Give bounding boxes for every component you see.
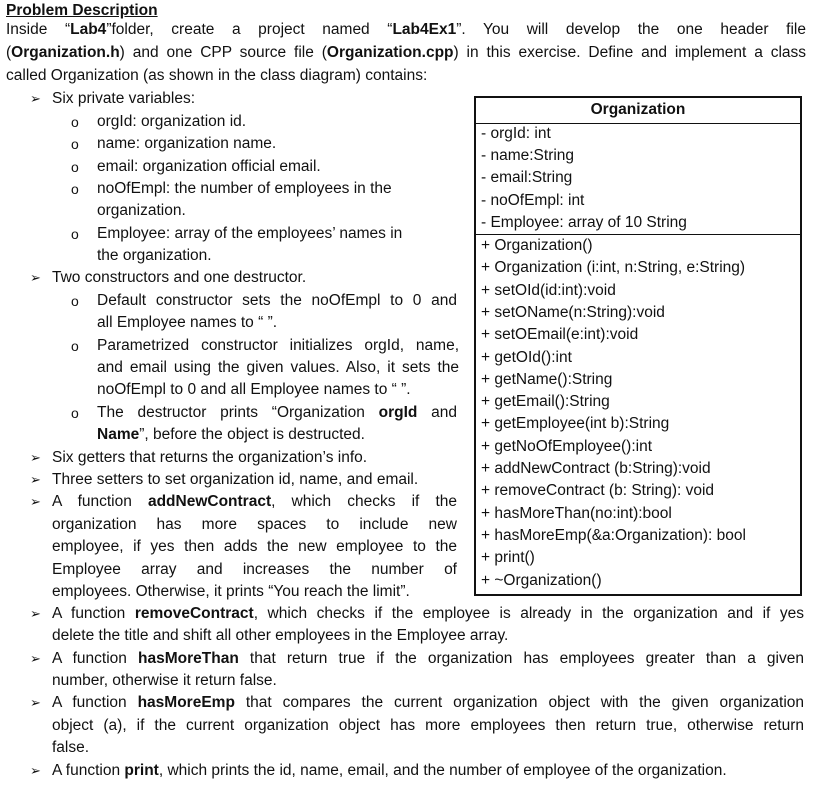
intro-line: called Organization (as shown in the class diagram) contains: bbox=[6, 67, 428, 84]
requirement-line: Parametrized constructor initializes orgId, name, bbox=[97, 337, 459, 354]
requirement-line: noOfEmpl to 0 and all Employee names to “ ”. bbox=[97, 381, 411, 398]
requirement-line: employees. Otherwise, it prints “You reach the limit”. bbox=[52, 583, 410, 600]
requirement-line: all Employee names to “ ”. bbox=[97, 314, 278, 331]
circle-bullet-icon: o bbox=[71, 405, 79, 421]
class-method: + hasMoreThan(no:int):bool bbox=[481, 504, 672, 522]
requirement-line: the organization. bbox=[97, 247, 212, 264]
requirement-line: Two constructors and one destructor. bbox=[52, 269, 307, 286]
requirement-line: A function addNewContract, which checks if the bbox=[52, 493, 457, 510]
problem-description-heading: Problem Description bbox=[6, 2, 158, 19]
arrow-bullet-icon: ➢ bbox=[30, 91, 41, 106]
requirement-line: email: organization official email. bbox=[97, 158, 321, 175]
function-requirement-line: A function print, which prints the id, name, email, and the number of employee of the organization. bbox=[52, 762, 727, 779]
requirement-line: Default constructor sets the noOfEmpl to 0 and bbox=[97, 292, 457, 309]
class-attribute: - email:String bbox=[481, 169, 573, 187]
class-name: Organization bbox=[590, 101, 686, 118]
circle-bullet-icon: o bbox=[71, 226, 79, 242]
class-method: + removeContract (b: String): void bbox=[481, 482, 715, 500]
circle-bullet-icon: o bbox=[71, 293, 79, 309]
class-method: + getOId():int bbox=[481, 348, 572, 366]
class-method: + addNewContract (b:String):void bbox=[481, 460, 711, 477]
class-attribute: - orgId: int bbox=[481, 125, 551, 142]
function-requirement-line: A function hasMoreThan that return true if the organization has employees greater than a given bbox=[52, 650, 804, 667]
class-method: + setOName(n:String):void bbox=[481, 303, 665, 321]
arrow-bullet-icon: ➢ bbox=[30, 651, 41, 666]
requirement-line: Six private variables: bbox=[52, 90, 196, 107]
requirement-line: The destructor prints “Organization orgId and bbox=[97, 404, 457, 421]
requirement-line: organization. bbox=[97, 202, 186, 219]
requirement-line: organization has more spaces to include new bbox=[52, 516, 457, 533]
requirement-line: Employee: array of the employees’ names in bbox=[97, 225, 403, 242]
class-diagram bbox=[474, 96, 802, 596]
class-method: + getNoOfEmployee():int bbox=[481, 437, 653, 455]
class-method: + ~Organization() bbox=[481, 571, 602, 589]
arrow-bullet-icon: ➢ bbox=[30, 494, 41, 509]
requirement-line: Six getters that returns the organization’s info. bbox=[52, 449, 368, 466]
class-method: + Organization() bbox=[481, 237, 593, 254]
function-requirement-line: object (a), if the current organization object has more employees then return true, otherwise return bbox=[52, 717, 804, 734]
function-requirement-line: false. bbox=[52, 739, 90, 756]
class-attribute: - Employee: array of 10 String bbox=[481, 213, 687, 231]
class-method: + setOEmail(e:int):void bbox=[481, 326, 639, 344]
class-attribute: - noOfEmpl: int bbox=[481, 191, 585, 209]
class-method: + getName():String bbox=[481, 370, 613, 388]
arrow-bullet-icon: ➢ bbox=[30, 695, 41, 710]
requirement-line: Three setters to set organization id, name, and email. bbox=[52, 471, 419, 488]
intro-line: Inside “Lab4”folder, create a project named “Lab4Ex1”. You will develop the one header file bbox=[6, 21, 806, 38]
circle-bullet-icon: o bbox=[71, 159, 79, 175]
arrow-bullet-icon: ➢ bbox=[30, 450, 41, 465]
arrow-bullet-icon: ➢ bbox=[30, 606, 41, 621]
requirement-line: and email using the given values. Also, it sets the bbox=[97, 359, 459, 376]
function-requirement-line: A function removeContract, which checks if the employee is already in the organization and if yes bbox=[52, 605, 805, 622]
circle-bullet-icon: o bbox=[71, 114, 79, 130]
class-method: + getEmployee(int b):String bbox=[481, 415, 670, 433]
circle-bullet-icon: o bbox=[71, 338, 79, 354]
requirement-line: name: organization name. bbox=[97, 135, 277, 152]
intro-line: (Organization.h) and one CPP source file (Organization.cpp) in this exercise. Define and implement a class bbox=[6, 44, 807, 61]
class-method: + getEmail():String bbox=[481, 393, 610, 411]
function-requirement-line: delete the title and shift all other employees in the Employee array. bbox=[52, 627, 509, 644]
class-method: + Organization (i:int, n:String, e:String) bbox=[481, 259, 746, 277]
function-requirement-line: number, otherwise it return false. bbox=[52, 672, 277, 689]
class-attribute: - name:String bbox=[481, 147, 575, 165]
circle-bullet-icon: o bbox=[71, 136, 79, 152]
class-method: + hasMoreEmp(&a:Organization): bool bbox=[481, 526, 746, 544]
requirement-line: noOfEmpl: the number of employees in the bbox=[97, 180, 392, 197]
circle-bullet-icon: o bbox=[71, 181, 79, 197]
arrow-bullet-icon: ➢ bbox=[30, 472, 41, 487]
requirement-line: orgId: organization id. bbox=[97, 113, 247, 130]
requirement-line: Name”, before the object is destructed. bbox=[97, 426, 365, 443]
arrow-bullet-icon: ➢ bbox=[30, 763, 41, 778]
function-requirement-line: A function hasMoreEmp that compares the current organization object with the given organization bbox=[52, 694, 805, 711]
requirement-line: Employee array and increases the number of bbox=[52, 561, 457, 578]
class-method: + setOId(id:int):void bbox=[481, 281, 616, 299]
class-method: + print() bbox=[481, 549, 535, 567]
requirement-line: employee, if yes then adds the new employee to the bbox=[52, 538, 457, 555]
arrow-bullet-icon: ➢ bbox=[30, 270, 41, 285]
